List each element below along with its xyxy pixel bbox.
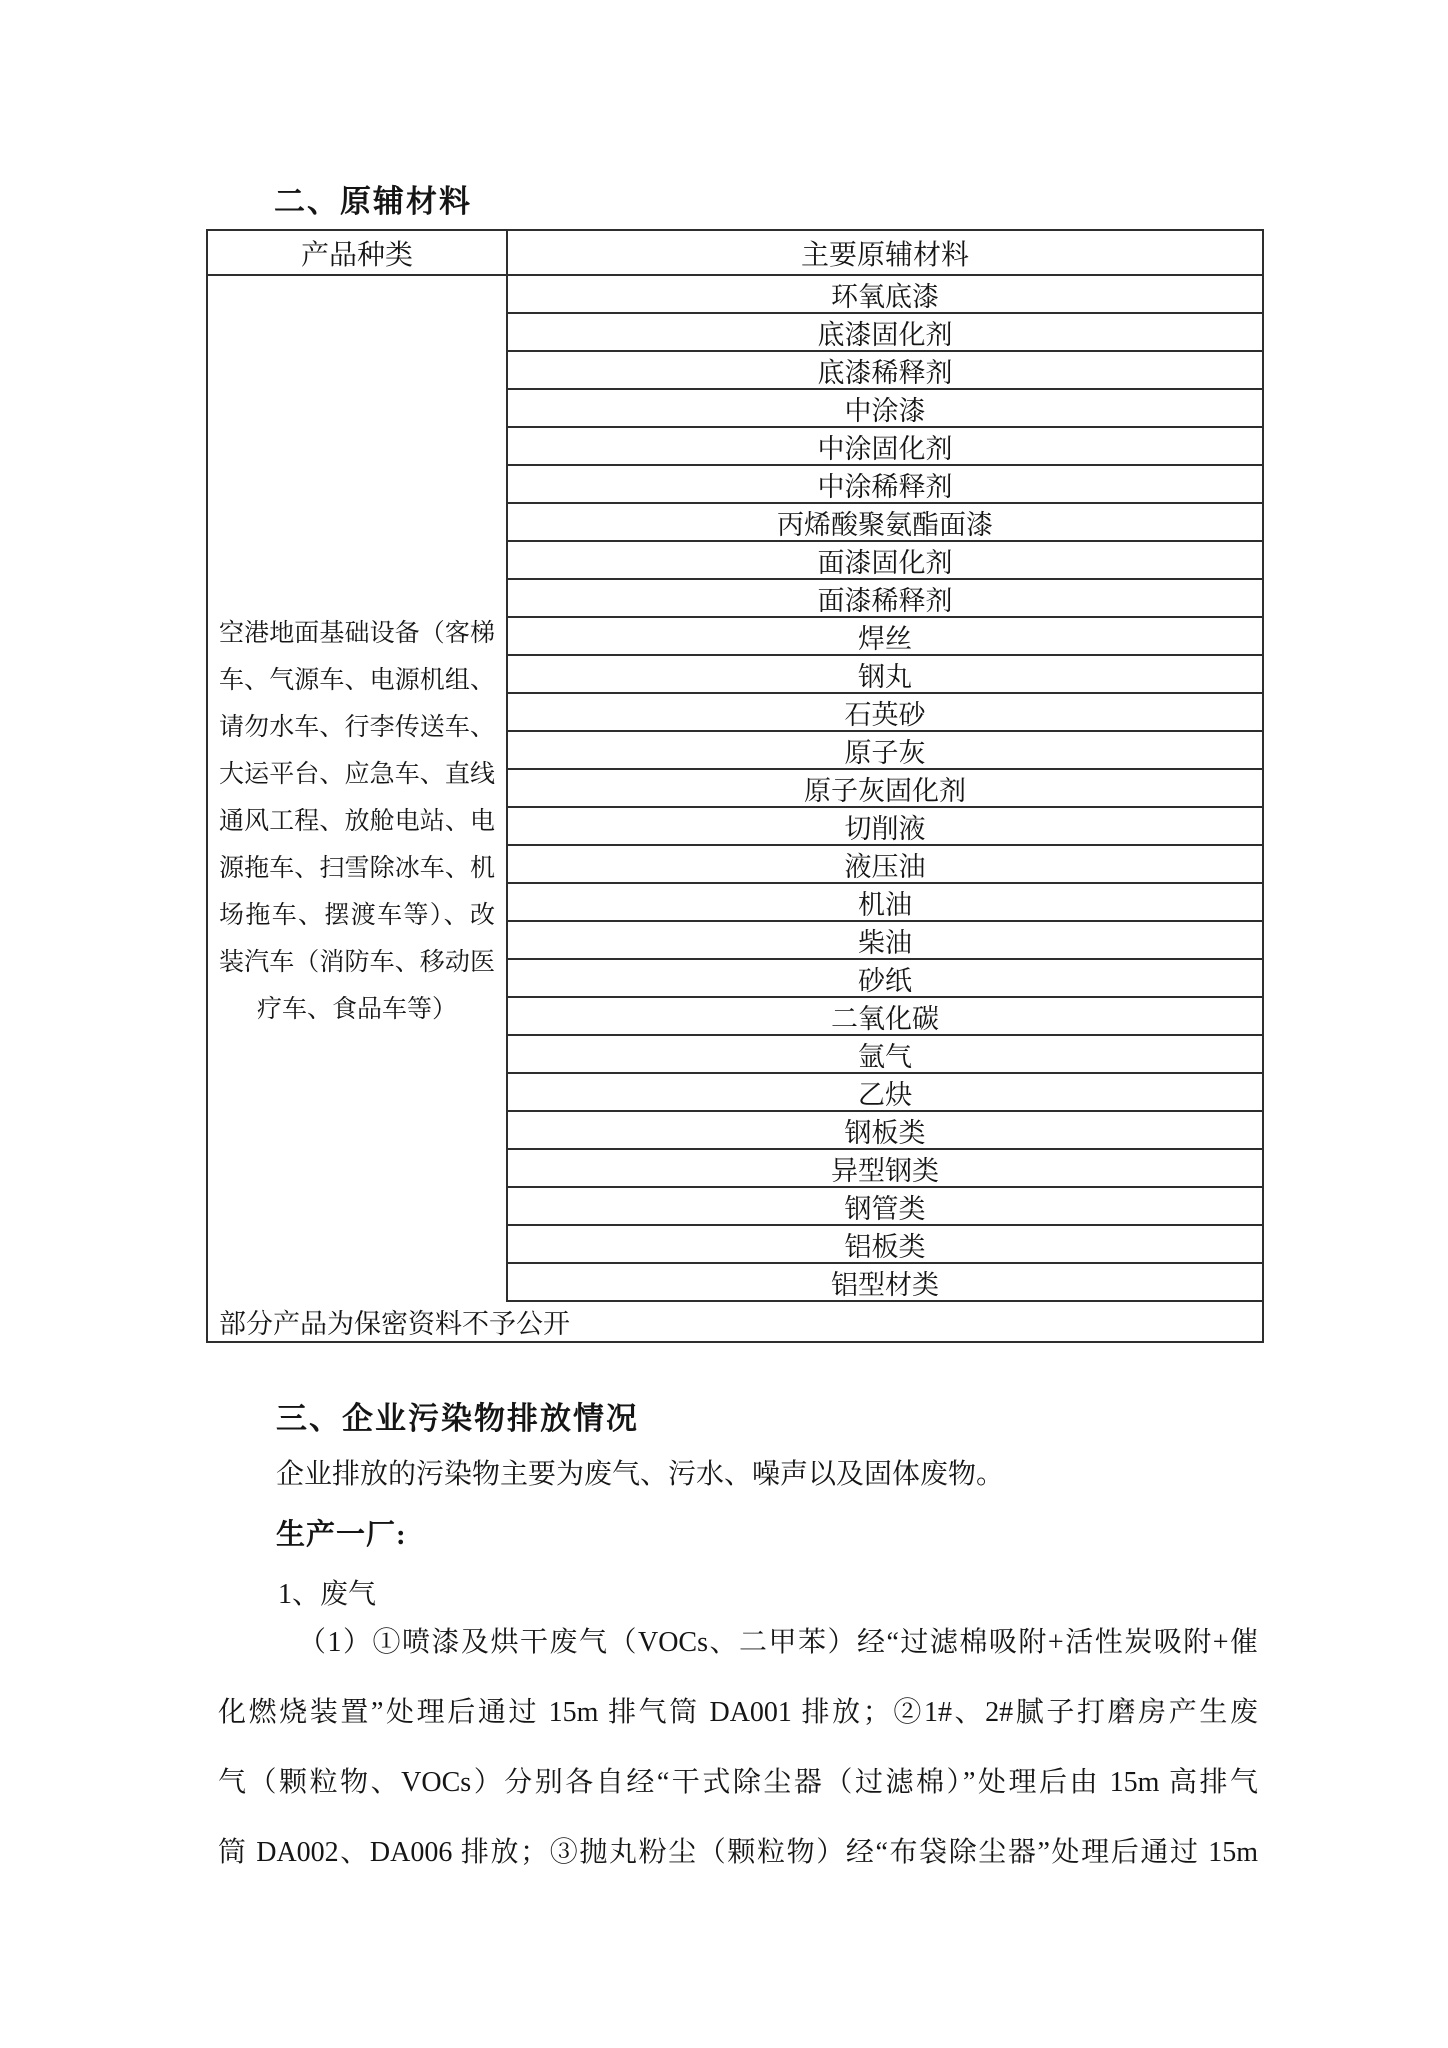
table-body: [208, 276, 1262, 1302]
confidential-note-text: 部分产品为保密资料不予公开: [219, 1309, 570, 1339]
materials-table: [206, 229, 1264, 1343]
product-category-cell: [208, 276, 508, 1302]
header-cell-product-type: 产品种类: [208, 231, 508, 274]
material-row: 底漆固化剂: [508, 314, 1262, 352]
material-row: 中涂稀释剂: [508, 466, 1262, 504]
material-row: 异型钢类: [508, 1150, 1262, 1188]
section3-heading: 三、企业污染物排放情况: [276, 1401, 639, 1436]
product-category-line: 场拖车、摆渡车等）、改: [219, 901, 495, 929]
factory-one-label: 生产一厂:: [276, 1519, 407, 1551]
product-category-line: 装汽车（消防车、移动医: [219, 948, 495, 976]
header-cell-main-materials: 主要原辅材料: [800, 239, 969, 271]
product-category-line: 请勿水车、行李传送车、: [219, 713, 495, 741]
paragraph-line: 气（颗粒物、VOCs）分别各自经“干式除尘器（过滤棉）”处理后由 15m 高排气: [218, 1767, 1258, 1798]
product-category-line: 大运平台、应急车、直线: [219, 760, 495, 788]
waste-gas-item-label: 1、废气: [278, 1579, 377, 1610]
waste-gas-paragraph: [218, 1608, 1258, 1888]
material-row: 乙炔: [508, 1074, 1262, 1112]
material-row: 钢管类: [508, 1188, 1262, 1226]
material-row: 中涂固化剂: [508, 428, 1262, 466]
material-row: 石英砂: [508, 694, 1262, 732]
material-row: 环氧底漆: [508, 276, 1262, 314]
material-row: 砂纸: [508, 960, 1262, 998]
confidential-note-row: [208, 1302, 1262, 1341]
material-row: 钢丸: [508, 656, 1262, 694]
material-row: 氩气: [508, 1036, 1262, 1074]
material-row: 机油: [508, 884, 1262, 922]
material-row: 钢板类: [508, 1112, 1262, 1150]
pollutants-intro-text: 企业排放的污染物主要为废气、污水、噪声以及固体废物。: [276, 1459, 1005, 1490]
material-row: 焊丝: [508, 618, 1262, 656]
material-row: 原子灰: [508, 732, 1262, 770]
material-row: 柴油: [508, 922, 1262, 960]
product-category-line: 通风工程、放舱电站、电: [219, 807, 495, 835]
material-row: 铝型材类: [508, 1264, 1262, 1302]
material-row: 切削液: [508, 808, 1262, 846]
product-category-line: 源拖车、扫雪除冰车、机: [219, 854, 495, 882]
materials-column: [508, 276, 1262, 1302]
material-row: 液压油: [508, 846, 1262, 884]
material-row: 丙烯酸聚氨酯面漆: [508, 504, 1262, 542]
product-category-line: 车、气源车、电源机组、: [219, 666, 495, 694]
product-category-line: 疗车、食品车等）: [256, 995, 457, 1023]
section2-heading: 二、原辅材料: [274, 184, 472, 219]
material-row: 面漆稀释剂: [508, 580, 1262, 618]
product-category-line: 空港地面基础设备（客梯: [219, 619, 495, 647]
paragraph-line: 化燃烧装置”处理后通过 15m 排气筒 DA001 排放；②1#、2#腻子打磨房产生废: [218, 1697, 1258, 1728]
material-row: 铝板类: [508, 1226, 1262, 1264]
material-row: 面漆固化剂: [508, 542, 1262, 580]
paragraph-line: （1）①喷漆及烘干废气（VOCs、二甲苯）经“过滤棉吸附+活性炭吸附+催: [298, 1627, 1258, 1658]
material-row: 底漆稀释剂: [508, 352, 1262, 390]
table-header-row: [208, 231, 1262, 276]
material-row: 原子灰固化剂: [508, 770, 1262, 808]
material-row: 中涂漆: [508, 390, 1262, 428]
paragraph-line: 筒 DA002、DA006 排放；③抛丸粉尘（颗粒物）经“布袋除尘器”处理后通过 15m: [218, 1837, 1258, 1868]
material-row: 二氧化碳: [508, 998, 1262, 1036]
